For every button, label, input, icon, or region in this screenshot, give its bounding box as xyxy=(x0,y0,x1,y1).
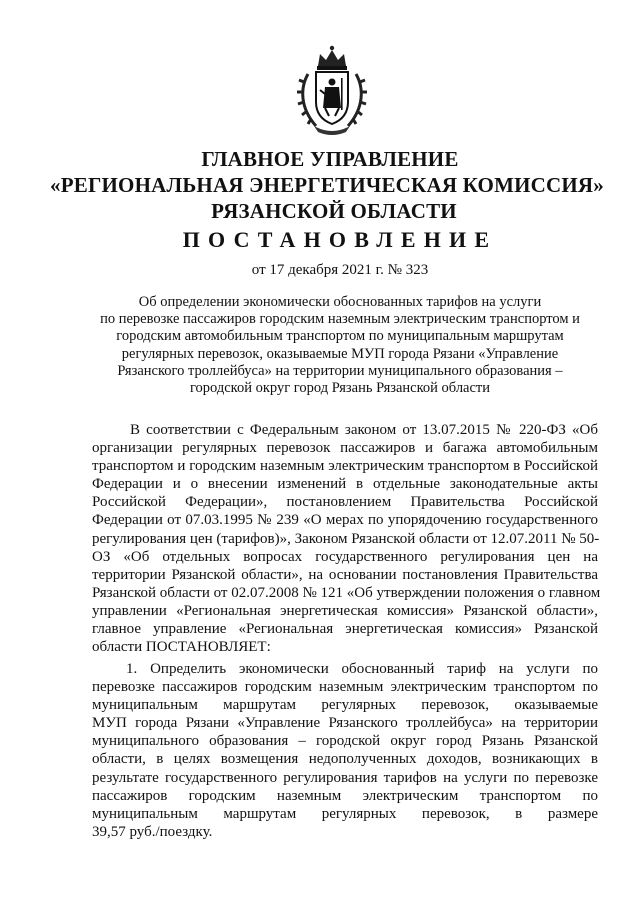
item-1-paragraph xyxy=(92,660,598,841)
text-line: управлении «Региональная энергетическая комиссия» Рязанской области», xyxy=(92,602,598,619)
text-line: Федерации от 07.03.1995 № 239 «О мерах по упорядочению государственного xyxy=(92,512,598,529)
text-line: организации регулярных перевозок пассажиров и багажа автомобильным xyxy=(92,440,598,457)
subject-line: городским автомобильным транспортом по муниципальным маршрутам xyxy=(116,328,564,345)
subject-line: Об определении экономически обоснованных тарифов на услуги xyxy=(138,294,542,310)
document-type-title: ПОСТАНОВЛЕНИЕ xyxy=(182,227,498,252)
text-line: пассажиров городским наземным электрическим транспортом по xyxy=(92,787,598,804)
preamble-paragraph xyxy=(92,421,601,656)
text-line: транспортом и городским наземным электрическим транспортом в Российской xyxy=(92,458,598,475)
text-line: муниципальным маршрутам регулярных перевозок, в размере xyxy=(92,805,598,822)
issuer-name-line-3: РЯЗАНСКОЙ ОБЛАСТИ xyxy=(211,199,457,223)
text-line: главное управление «Региональная энергетическая комиссия» Рязанской xyxy=(92,621,598,638)
text-line: результате государственного регулирования тарифов на услуги по перевозке xyxy=(92,769,598,786)
subject-line: регулярных перевозок, оказываемые МУП города Рязани «Управление xyxy=(121,345,559,362)
text-line: Рязанской области от 02.07.2008 № 121 «Об утверждении положения о главном xyxy=(92,584,601,601)
text-line: муниципального образования – городской округ город Рязань Рязанской xyxy=(92,733,598,750)
text-line: области, в целях возмещения недополученных доходов, возникающих в xyxy=(92,751,598,768)
document-subject xyxy=(80,294,600,397)
text-line: регулирования цен (тарифов)», Законом Рязанской области от 12.07.2011 № 50- xyxy=(92,530,600,547)
document-date-number: от 17 декабря 2021 г. № 323 xyxy=(251,262,429,278)
text-line: ОЗ «Об отдельных вопросах государственного регулирования цен на xyxy=(92,548,598,565)
issuer-name-line-1: ГЛАВНОЕ УПРАВЛЕНИЕ xyxy=(201,147,459,171)
subject-line: по перевозке пассажиров городским наземным электрическим транспортом и xyxy=(100,311,580,328)
text-line: 39,57 руб./поездку. xyxy=(92,823,213,840)
subject-line: городской округ город Рязань Рязанской области xyxy=(189,380,491,397)
subject-line: Рязанского троллейбуса» на территории муниципального образования – xyxy=(117,362,563,379)
text-line: В соответствии с Федеральным законом от 13.07.2015 № 220-ФЗ «Об xyxy=(130,422,598,438)
ryazan-coat-of-arms-emblem xyxy=(296,44,368,136)
issuer-name-line-2: «РЕГИОНАЛЬНАЯ ЭНЕРГЕТИЧЕСКАЯ КОМИССИЯ» xyxy=(50,173,604,197)
text-line: МУП города Рязани «Управление Рязанского троллейбуса» на территории xyxy=(92,715,598,732)
text-line: 1. Определить экономически обоснованный тариф на услуги по xyxy=(126,661,598,677)
text-line: Российской Федерации», постановлением Правительства Российской xyxy=(92,494,598,511)
text-line: муниципальным маршрутам регулярных перевозок, оказываемые xyxy=(92,697,598,714)
text-line: области ПОСТАНОВЛЯЕТ: xyxy=(92,639,271,656)
text-line: перевозке пассажиров городским наземным электрическим транспортом по xyxy=(92,679,598,696)
text-line: территории Рязанской области», на основании постановления Правительства xyxy=(92,566,598,583)
text-line: Федерации и о внесении изменений в отдельные законодательные акты xyxy=(92,476,598,493)
